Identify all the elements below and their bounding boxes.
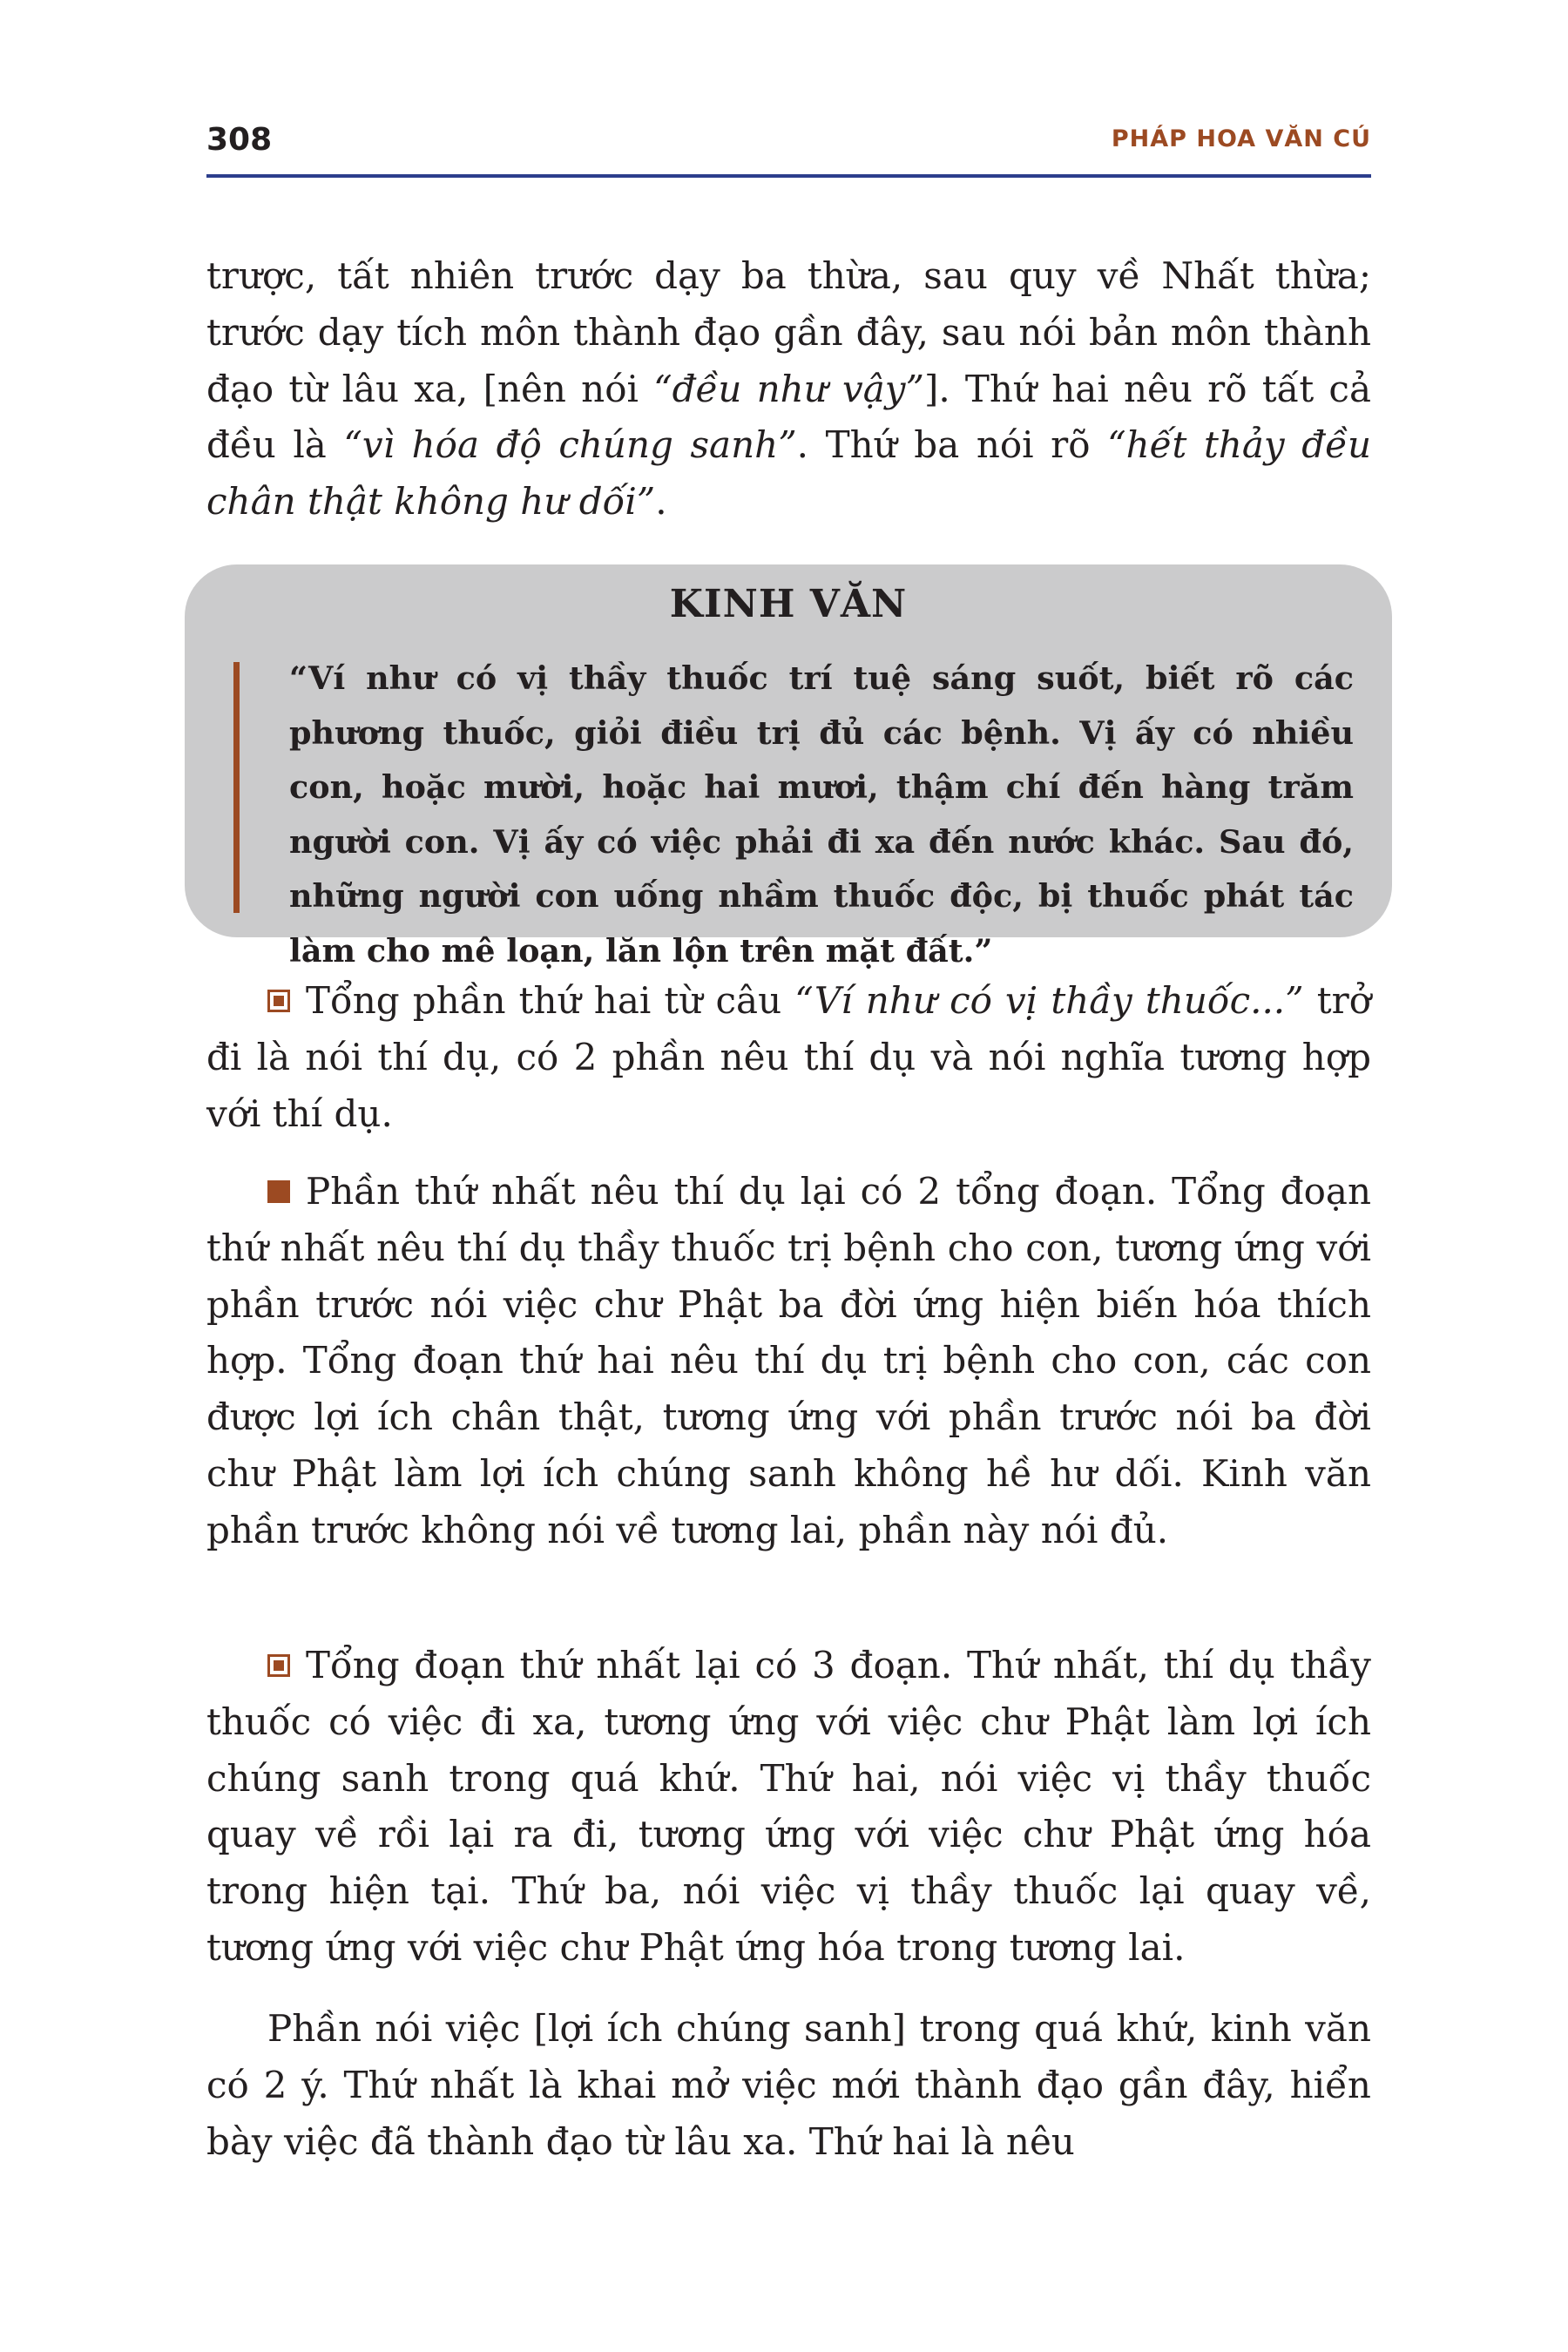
sutra-quote-box: [185, 564, 1392, 970]
page-header: [206, 122, 1371, 174]
paragraph-text: Phần nói việc [lợi ích chúng sanh] trong quá khứ, kinh văn có 2 ý. Thứ nhất là khai mở việc mới thành đạo gần đây, hiển bày việc đã thành đạo từ lâu xa. Thứ hai là nêu: [206, 2007, 1371, 2163]
intro-text: trược, tất nhiên trước dạy ba thừa, sau quy về Nhất thừa; trước dạy tích môn thành đạo gần đây, sau nói bản môn thành đạo từ lâu xa, [nên nói: [206, 254, 1371, 410]
paragraph-2: [206, 1164, 1371, 1559]
paragraph-text: trở đi là nói thí dụ, có 2 phần nêu thí dụ và nói nghĩa tương hợp với thí dụ.: [206, 979, 1372, 1135]
intro-text: . Thứ ba nói rõ: [796, 423, 1108, 467]
outlined-square-bullet-icon: [267, 990, 290, 1012]
intro-text: .: [655, 480, 667, 524]
sutra-accent-bar: [233, 662, 240, 913]
sutra-text: “Ví như có vị thầy thuốc trí tuệ sáng suốt, biết rõ các phương thuốc, giỏi điều trị đủ các bệnh. Vị ấy có nhiều con, hoặc mười, hoặc hai mươi, thậm chí đến hàng trăm người con. Vị ấy có việc phải đi xa đến nước khác. Sau đó, những người con uống nhầm thuốc độc, bị thuốc phát tác làm cho mê loạn, lăn lộn trên mặt đất.”: [289, 659, 1354, 970]
paragraph-text: Tổng phần thứ hai từ câu: [306, 979, 795, 1022]
intro-quote: “vì hóa độ chúng sanh”: [343, 423, 797, 467]
intro-text: ]. Thứ hai nêu rõ tất cả đều là: [206, 367, 1371, 467]
paragraph-1: [206, 973, 1371, 1142]
running-title: PHÁP HOA VĂN CÚ: [1111, 125, 1371, 152]
intro-paragraph: [206, 248, 1371, 531]
solid-square-bullet-icon: [267, 1180, 290, 1203]
header-rule: [206, 174, 1371, 178]
paragraph-text: Phần thứ nhất nêu thí dụ lại có 2 tổng đoạn. Tổng đoạn thứ nhất nêu thí dụ thầy thuốc trị bệnh cho con, tương ứng với phần trước nói việc chư Phật ba đời ứng hiện biến hóa thích hợp. Tổng đoạn thứ hai nêu thí dụ trị bệnh cho con, các con được lợi ích chân thật, tương ứng với phần trước nói ba đời chư Phật làm lợi ích chúng sanh không hề hư dối. Kinh văn phần trước không nói về tương lai, phần này nói đủ.: [206, 1170, 1371, 1551]
paragraph-4: [206, 2001, 1371, 2170]
outlined-square-bullet-icon: [267, 1654, 290, 1677]
intro-quote: “đều như vậy”: [653, 367, 924, 410]
sutra-heading: KINH VĂN: [669, 582, 908, 626]
intro-quote: “hết thảy đều chân thật không hư dối”: [206, 423, 1372, 524]
paragraph-text: Tổng đoạn thứ nhất lại có 3 đoạn. Thứ nhất, thí dụ thầy thuốc có việc đi xa, tương ứng với việc chư Phật làm lợi ích chúng sanh trong quá khứ. Thứ hai, nói việc vị thầy thuốc quay về rồi lại ra đi, tương ứng với việc chư Phật ứng hóa trong hiện tại. Thứ ba, nói việc vị thầy thuốc lại quay về, tương ứng với việc chư Phật ứng hóa trong tương lai.: [206, 1644, 1371, 1969]
paragraph-3: [206, 1638, 1371, 1977]
page-number: 308: [206, 122, 273, 158]
paragraph-quote: “Ví như có vị thầy thuốc...”: [794, 979, 1304, 1022]
